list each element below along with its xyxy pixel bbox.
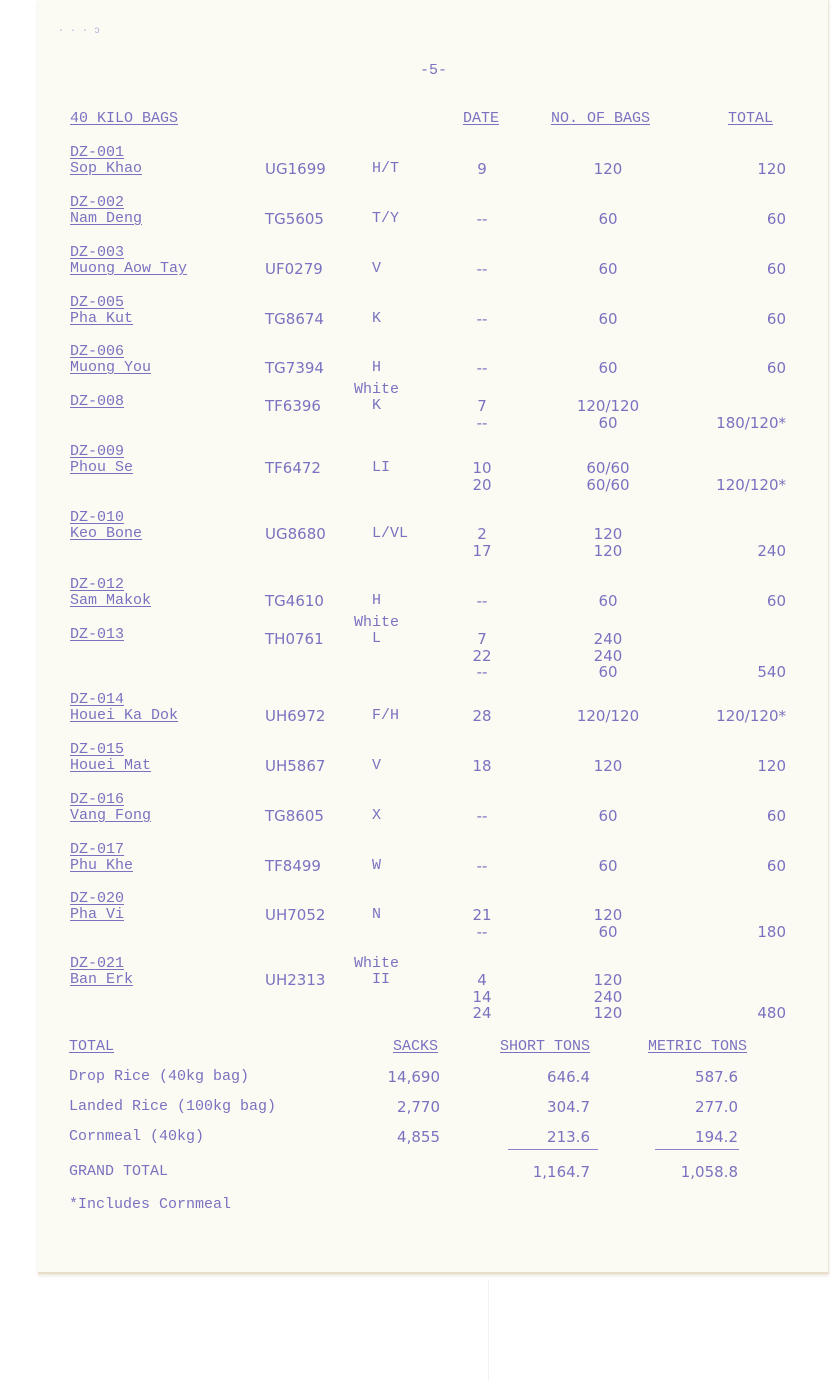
sector-code: T/Y bbox=[372, 210, 400, 227]
short-tons-rule bbox=[508, 1149, 598, 1150]
grid-reference: UH5867 bbox=[265, 757, 326, 775]
grid-reference: TG5605 bbox=[265, 210, 324, 228]
dz-code: DZ-014 bbox=[70, 691, 125, 708]
bag-count: 60 bbox=[598, 922, 618, 941]
dz-name: Pha Kut bbox=[70, 310, 134, 327]
drop-date: 7 bbox=[477, 397, 487, 415]
dz-name: Sop Khao bbox=[70, 160, 143, 177]
sacks-value: 2,770 bbox=[397, 1098, 440, 1116]
grid-reference: TG7394 bbox=[265, 359, 324, 377]
drop-date: 10 bbox=[472, 459, 492, 477]
row-total: 60 bbox=[766, 310, 786, 328]
sector-code: H/T bbox=[372, 160, 400, 177]
drop-date: 18 bbox=[472, 757, 492, 775]
row-total: 120 bbox=[757, 757, 786, 775]
drop-date: 14 bbox=[472, 987, 492, 1006]
bag-count: 120/120 bbox=[576, 707, 640, 725]
short-tons-value: 646.4 bbox=[547, 1068, 590, 1086]
dz-code: DZ-006 bbox=[70, 343, 125, 360]
page-number: -5- bbox=[420, 62, 448, 79]
metric-tons-value: 587.6 bbox=[695, 1068, 738, 1086]
total-header: TOTAL bbox=[728, 110, 774, 127]
drop-date: -- bbox=[476, 210, 488, 228]
bag-count: 60 bbox=[598, 592, 618, 610]
drop-date: -- bbox=[476, 260, 488, 278]
row-total: 120/120* bbox=[716, 475, 786, 494]
bag-count: 60 bbox=[598, 359, 618, 377]
metric-tons-rule bbox=[655, 1149, 739, 1150]
sector-code: LI bbox=[372, 459, 391, 476]
dz-code: DZ-016 bbox=[70, 791, 125, 808]
sector-code: W bbox=[372, 857, 382, 874]
row-total: 60 bbox=[766, 807, 786, 825]
sector-code: V bbox=[372, 757, 382, 774]
bag-count: 120/120 bbox=[576, 397, 640, 415]
grid-reference: UG8680 bbox=[265, 525, 326, 543]
dz-code: DZ-020 bbox=[70, 890, 125, 907]
bag-count: 120 bbox=[593, 971, 623, 989]
bag-count: 120 bbox=[593, 1004, 623, 1022]
bags-header: NO. OF BAGS bbox=[551, 110, 651, 127]
bag-count: 120 bbox=[593, 160, 623, 178]
date-header: DATE bbox=[463, 110, 500, 127]
bag-count: 60 bbox=[598, 857, 618, 875]
sector-code: H bbox=[372, 592, 382, 609]
dz-name: Houei Ka Dok bbox=[70, 707, 179, 724]
bag-count: 240 bbox=[593, 646, 623, 665]
summary-line-label: Landed Rice (100kg bag) bbox=[69, 1098, 277, 1115]
dz-code: DZ-003 bbox=[70, 244, 125, 261]
dz-name: Nam Deng bbox=[70, 210, 143, 227]
drop-date: -- bbox=[476, 413, 488, 432]
row-total: 240 bbox=[757, 541, 786, 560]
drop-date: 28 bbox=[472, 707, 492, 725]
row-total: 120/120* bbox=[716, 707, 786, 725]
sector-code: K bbox=[372, 310, 382, 327]
drop-date: -- bbox=[476, 922, 488, 941]
dz-name: Pha Vi bbox=[70, 906, 125, 923]
row-total: 60 bbox=[766, 260, 786, 278]
sector-code: L bbox=[372, 630, 382, 647]
dz-code: DZ-002 bbox=[70, 194, 125, 211]
sector-code: L/VL bbox=[372, 525, 409, 542]
dz-name: Ban Erk bbox=[70, 971, 134, 988]
drop-date: -- bbox=[476, 857, 488, 875]
bag-count: 60 bbox=[598, 413, 618, 432]
bag-count: 60 bbox=[598, 807, 618, 825]
grid-reference: UG1699 bbox=[265, 160, 326, 178]
short-tons-value: 213.6 bbox=[547, 1128, 590, 1146]
dz-code: DZ-017 bbox=[70, 841, 125, 858]
dz-code: DZ-010 bbox=[70, 509, 125, 526]
sector-code: X bbox=[372, 807, 382, 824]
sacks-value: 14,690 bbox=[387, 1068, 440, 1086]
grid-reference: UH7052 bbox=[265, 906, 326, 924]
grid-reference: UH2313 bbox=[265, 971, 326, 989]
sector-code: II bbox=[372, 971, 391, 988]
sector-code: N bbox=[372, 906, 382, 923]
bag-count: 120 bbox=[593, 906, 623, 924]
drop-date: -- bbox=[476, 663, 488, 681]
drop-date: 21 bbox=[472, 906, 492, 924]
sacks-header: SACKS bbox=[393, 1038, 439, 1055]
row-total: 60 bbox=[766, 359, 786, 377]
dz-code: DZ-005 bbox=[70, 294, 125, 311]
grand-total-metric: 1,058.8 bbox=[680, 1163, 738, 1181]
footnote: *Includes Cornmeal bbox=[69, 1196, 232, 1213]
drop-date: 4 bbox=[477, 971, 487, 989]
metric-tons-value: 194.2 bbox=[695, 1128, 738, 1146]
drop-date: 2 bbox=[477, 525, 487, 543]
row-total: 180 bbox=[757, 922, 786, 941]
grid-reference: TF6472 bbox=[265, 459, 321, 477]
dz-name: Vang Fong bbox=[70, 807, 152, 824]
grid-reference: UH6972 bbox=[265, 707, 326, 725]
dz-code: DZ-008 bbox=[70, 393, 125, 410]
bag-count: 240 bbox=[593, 630, 623, 648]
drop-date: 20 bbox=[472, 475, 492, 494]
drop-date: 17 bbox=[472, 541, 492, 560]
drop-date: -- bbox=[476, 359, 488, 377]
bag-count: 240 bbox=[593, 987, 623, 1006]
bag-count: 60 bbox=[598, 310, 618, 328]
short-tons-value: 304.7 bbox=[547, 1098, 590, 1116]
short-tons-header: SHORT TONS bbox=[500, 1038, 591, 1055]
sector-code: K bbox=[372, 397, 382, 414]
bag-count: 60 bbox=[598, 260, 618, 278]
summary-title: TOTAL bbox=[69, 1038, 115, 1055]
summary-line-label: Cornmeal (40kg) bbox=[69, 1128, 205, 1145]
dz-name: Sam Makok bbox=[70, 592, 152, 609]
sector-note: White bbox=[354, 614, 400, 631]
bag-count: 60 bbox=[598, 210, 618, 228]
dz-code: DZ-013 bbox=[70, 626, 125, 643]
dz-code: DZ-001 bbox=[70, 144, 125, 161]
sector-code: F/H bbox=[372, 707, 400, 724]
dz-name: Phou Se bbox=[70, 459, 134, 476]
dz-name: Muong You bbox=[70, 359, 152, 376]
row-total: 540 bbox=[757, 663, 786, 681]
dz-name: Keo Bone bbox=[70, 525, 143, 542]
drop-date: 24 bbox=[472, 1004, 492, 1022]
grid-reference: TH0761 bbox=[265, 630, 324, 648]
drop-date: 22 bbox=[472, 646, 492, 665]
drop-date: -- bbox=[476, 807, 488, 825]
sacks-value: 4,855 bbox=[397, 1128, 440, 1146]
drop-date: -- bbox=[476, 310, 488, 328]
grid-reference: TF8499 bbox=[265, 857, 321, 875]
row-total: 60 bbox=[766, 857, 786, 875]
row-total: 480 bbox=[757, 1004, 786, 1022]
bag-count: 120 bbox=[593, 757, 623, 775]
sector-code: H bbox=[372, 359, 382, 376]
row-total: 60 bbox=[766, 210, 786, 228]
row-total: 180/120* bbox=[716, 413, 786, 432]
sector-code: V bbox=[372, 260, 382, 277]
dz-code: DZ-012 bbox=[70, 576, 125, 593]
grid-reference: UF0279 bbox=[265, 260, 323, 278]
drop-date: -- bbox=[476, 592, 488, 610]
section-heading: 40 KILO BAGS bbox=[70, 110, 179, 127]
dz-code: DZ-009 bbox=[70, 443, 125, 460]
dz-name: Houei Mat bbox=[70, 757, 152, 774]
bag-count: 60/60 bbox=[586, 459, 630, 477]
page-edge bbox=[488, 1280, 489, 1380]
bag-count: 120 bbox=[593, 541, 623, 560]
grid-reference: TF6396 bbox=[265, 397, 321, 415]
drop-date: 9 bbox=[477, 160, 487, 178]
sector-note: White bbox=[354, 955, 400, 972]
sector-note: White bbox=[354, 381, 400, 398]
grand-total-short: 1,164.7 bbox=[532, 1163, 590, 1181]
grid-reference: TG8674 bbox=[265, 310, 324, 328]
drop-date: 7 bbox=[477, 630, 487, 648]
bag-count: 120 bbox=[593, 525, 623, 543]
dz-name: Muong Aow Tay bbox=[70, 260, 188, 277]
metric-tons-value: 277.0 bbox=[695, 1098, 738, 1116]
grand-total-label: GRAND TOTAL bbox=[69, 1163, 169, 1180]
dz-name: Phu Khe bbox=[70, 857, 134, 874]
row-total: 120 bbox=[757, 160, 786, 178]
dz-code: DZ-021 bbox=[70, 955, 125, 972]
metric-tons-header: METRIC TONS bbox=[648, 1038, 748, 1055]
dz-code: DZ-015 bbox=[70, 741, 125, 758]
bag-count: 60 bbox=[598, 663, 618, 681]
pencil-mark: · · · ↄ bbox=[58, 26, 101, 37]
row-total: 60 bbox=[766, 592, 786, 610]
grid-reference: TG8605 bbox=[265, 807, 324, 825]
grid-reference: TG4610 bbox=[265, 592, 324, 610]
summary-line-label: Drop Rice (40kg bag) bbox=[69, 1068, 250, 1085]
bag-count: 60/60 bbox=[586, 475, 630, 494]
